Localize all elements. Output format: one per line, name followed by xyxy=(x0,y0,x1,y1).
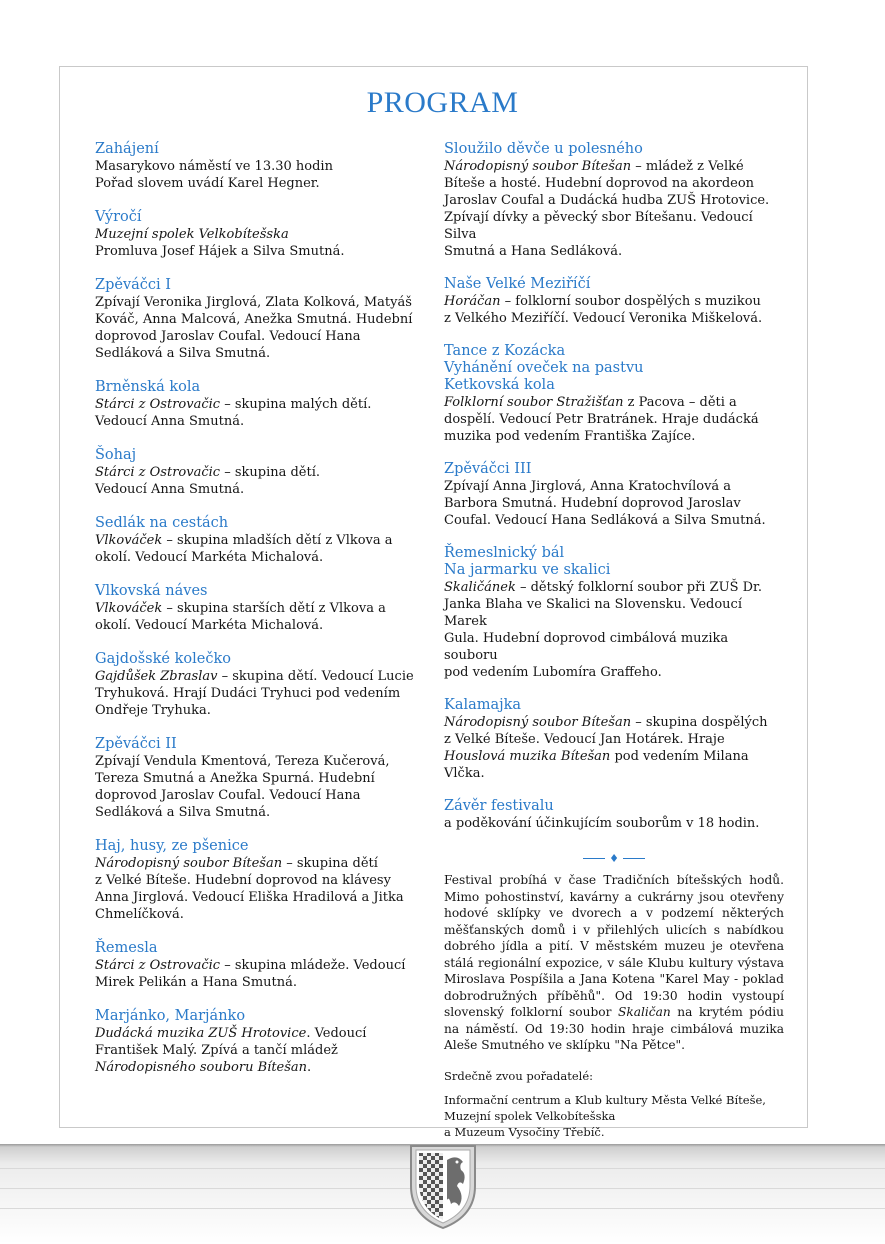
body-line xyxy=(95,1025,415,1042)
body-line xyxy=(95,787,415,804)
body-text: – folklorní soubor dospělých s muzikou xyxy=(500,294,761,309)
body-text: Coufal. Vedoucí Hana Sedláková a Silva Smutná. xyxy=(444,513,766,528)
body-line xyxy=(95,804,415,821)
body-text: Kováč, Anna Malcová, Anežka Smutná. Hudební xyxy=(95,312,413,327)
organizer-line: Muzejní spolek Velkobítešska xyxy=(444,1108,616,1123)
body-line xyxy=(444,731,784,748)
body-line xyxy=(95,464,415,481)
body-text: . xyxy=(307,1060,312,1075)
ensemble-name: Národopisný soubor Bítešan xyxy=(95,856,283,871)
program-section xyxy=(95,1008,415,1076)
body-line xyxy=(95,1042,415,1059)
body-text: Pořad slovem uvádí Karel Hegner. xyxy=(95,176,320,191)
body-line xyxy=(444,293,784,310)
section-body xyxy=(95,532,415,566)
program-section xyxy=(444,545,784,681)
body-text: pod vedením Milana xyxy=(610,749,749,764)
program-section xyxy=(444,343,784,445)
organizer-line: a Muzeum Vysočiny Třebíč. xyxy=(444,1124,605,1139)
body-line xyxy=(444,175,784,192)
body-text: okolí. Vedoucí Markéta Michalová. xyxy=(95,550,324,565)
body-line xyxy=(95,974,415,991)
body-text: Masarykovo náměstí ve 13.30 hodin xyxy=(95,159,333,174)
body-text: Sedláková a Silva Smutná. xyxy=(95,805,271,820)
ensemble-name: Houslová muzika Bítešan xyxy=(444,749,611,764)
body-text: Tereza Smutná a Anežka Spurná. Hudební xyxy=(95,771,375,786)
section-heading: Vlkovská náves xyxy=(95,583,208,599)
section-heading: Vyhánění oveček na pastvu xyxy=(444,360,644,376)
body-line xyxy=(444,478,784,495)
body-text: – skupina malých dětí. xyxy=(220,397,372,412)
section-heading: Tance z Kozácka xyxy=(444,343,566,359)
ensemble-name: Skaličan xyxy=(618,1005,671,1019)
body-text: Zpívají Anna Jirglová, Anna Kratochvílová a xyxy=(444,479,732,494)
body-text: a poděkování účinkujícím souborům v 18 hodin. xyxy=(444,816,760,831)
section-heading: Zpěváčci II xyxy=(95,736,177,752)
body-line xyxy=(444,714,784,731)
program-section xyxy=(95,940,415,991)
body-line xyxy=(95,328,415,345)
body-text: Bíteše a hosté. Hudební doprovod na akordeon xyxy=(444,176,755,191)
section-heading: Sloužilo děvče u polesného xyxy=(444,141,643,157)
section-body xyxy=(444,293,784,327)
body-line xyxy=(444,512,784,529)
ensemble-name: Národopisný soubor Bítešan xyxy=(444,159,632,174)
body-text: z Velkého Meziříčí. Vedoucí Veronika Miškelová. xyxy=(444,311,763,326)
right-column xyxy=(444,141,784,1140)
program-section xyxy=(444,141,784,260)
body-text: Zpívají dívky a pěvecký sbor Bítešanu. Vedoucí Silva xyxy=(444,210,753,242)
body-text: . Vedoucí xyxy=(306,1026,367,1041)
section-heading: Řemesla xyxy=(95,940,158,956)
body-line xyxy=(95,957,415,974)
ensemble-name: Gajdůšek Zbraslav xyxy=(95,669,218,684)
body-text: Zpívají Vendula Kmentová, Tereza Kučerová, xyxy=(95,754,390,769)
body-line xyxy=(95,243,415,260)
section-heading: Ketkovská kola xyxy=(444,377,555,393)
body-line xyxy=(444,495,784,512)
body-text: Vedoucí Anna Smutná. xyxy=(95,414,245,429)
body-text: Vlčka. xyxy=(444,766,485,781)
body-text: Mirek Pelikán a Hana Smutná. xyxy=(95,975,298,990)
body-line xyxy=(95,413,415,430)
body-line xyxy=(95,855,415,872)
body-text: Janka Blaha ve Skalici na Slovensku. Vedoucí Marek xyxy=(444,597,742,629)
note-text: Festival probíhá v čase Tradičních bítešských hodů. Mimo pohostinství, kavárny a cukrárny jsou otevřeny hodové sklípky ve dvorech a v podzemí některých měšťanských domů i v přilehlých ulicích s nabídkou dobrého jídla a pití. V městském muzeu je otevřena stálá regionální expozice, v sále Klubu kultury výstava Miroslava Pospíšila a Jana Kotena "Karel May - poklad dobrodružných příběhů". Od 19:30 hodin vystoupí slovenský folklorní soubor xyxy=(444,873,784,1019)
body-line xyxy=(444,765,784,782)
body-line xyxy=(444,748,784,765)
body-text: Chmelíčková. xyxy=(95,907,184,922)
body-text: – skupina dětí. xyxy=(220,465,321,480)
body-text: pod vedením Lubomíra Graffeho. xyxy=(444,665,662,680)
section-heading: Zpěváčci I xyxy=(95,277,171,293)
section-heading: Kalamajka xyxy=(444,697,522,713)
body-text: Ondřeje Tryhuka. xyxy=(95,703,211,718)
body-text: Tryhuková. Hrají Dudáci Tryhuci pod vedením xyxy=(95,686,401,701)
body-line xyxy=(95,294,415,311)
body-text: okolí. Vedoucí Markéta Michalová. xyxy=(95,618,324,633)
body-line xyxy=(444,243,784,260)
ensemble-name: Dudácká muzika ZUŠ Hrotovice xyxy=(95,1026,307,1041)
body-line xyxy=(95,617,415,634)
body-line xyxy=(444,579,784,596)
body-text: z Velké Bíteše. Vedoucí Jan Hotárek. Hraje xyxy=(444,732,725,747)
body-line xyxy=(444,209,784,243)
section-body xyxy=(95,668,415,719)
body-text: – mládež z Velké xyxy=(631,159,744,174)
section-body xyxy=(95,753,415,821)
diamond-icon: ♦ xyxy=(609,852,619,865)
section-heading: Naše Velké Meziříčí xyxy=(444,276,591,292)
program-section xyxy=(95,447,415,498)
section-body xyxy=(444,815,784,832)
body-line xyxy=(444,158,784,175)
section-heading: Sedlák na cestách xyxy=(95,515,229,531)
body-line xyxy=(95,481,415,498)
body-text: muzika pod vedením Františka Zajíce. xyxy=(444,429,696,444)
body-text: – skupina dětí. Vedoucí Lucie xyxy=(217,669,414,684)
ensemble-name: Národopisný soubor Bítešan xyxy=(444,715,632,730)
program-section xyxy=(444,798,784,832)
body-line xyxy=(444,192,784,209)
ensemble-name: Folklorní soubor Stražišťan xyxy=(444,395,624,410)
body-text: – dětský folklorní soubor při ZUŠ Dr. xyxy=(515,580,762,595)
body-line xyxy=(95,702,415,719)
section-body xyxy=(95,396,415,430)
body-text: Barbora Smutná. Hudební doprovod Jaroslav xyxy=(444,496,741,511)
body-text: Anna Jirglová. Vedoucí Eliška Hradilová a Jitka xyxy=(95,890,404,905)
body-line xyxy=(95,532,415,549)
body-text: Zpívají Veronika Jirglová, Zlata Kolková, Matyáš xyxy=(95,295,412,310)
body-line xyxy=(95,175,415,192)
body-line xyxy=(444,310,784,327)
body-line xyxy=(95,668,415,685)
program-section xyxy=(95,515,415,566)
section-heading: Řemeslnický bál xyxy=(444,545,565,561)
body-line xyxy=(444,596,784,630)
organizers xyxy=(444,1092,784,1140)
program-section xyxy=(95,651,415,719)
section-body xyxy=(444,394,784,445)
section-heading: Výročí xyxy=(95,209,142,225)
body-text: František Malý. Zpívá a tančí mládež xyxy=(95,1043,338,1058)
section-heading: Haj, husy, ze pšenice xyxy=(95,838,249,854)
body-line xyxy=(444,411,784,428)
section-heading: Zpěváčci III xyxy=(444,461,532,477)
program-section xyxy=(444,461,784,529)
ensemble-name: Národopisného souboru Bítešan xyxy=(95,1060,308,1075)
program-section xyxy=(95,583,415,634)
program-section xyxy=(95,838,415,923)
ensemble-name: Vlkováček xyxy=(95,533,163,548)
section-heading: Šohaj xyxy=(95,447,137,463)
body-line xyxy=(95,600,415,617)
section-heading: Marjánko, Marjánko xyxy=(95,1008,246,1024)
body-text: doprovod Jaroslav Coufal. Vedoucí Hana xyxy=(95,788,361,803)
body-text: – skupina starších dětí z Vlkova a xyxy=(162,601,386,616)
body-text: z Velké Bíteše. Hudební doprovod na klávesy xyxy=(95,873,391,888)
section-body xyxy=(95,600,415,634)
note-text: na krytém pódiu na náměstí. Od 19:30 hodin hraje cimbálová muzika Aleše Smutného ve sklípku "Na Pětce". xyxy=(444,1005,784,1052)
body-line xyxy=(95,1059,415,1076)
body-line xyxy=(95,770,415,787)
body-text: – skupina dětí xyxy=(282,856,378,871)
body-text: Jaroslav Coufal a Dudácká hudba ZUŠ Hrotovice. xyxy=(444,193,770,208)
festival-note xyxy=(444,872,784,1054)
right-sections xyxy=(444,141,784,832)
ensemble-name: Stárci z Ostrovačic xyxy=(95,465,221,480)
body-line xyxy=(95,906,415,923)
section-heading: Závěr festivalu xyxy=(444,798,554,814)
program-section xyxy=(95,736,415,821)
page-title: PROGRAM xyxy=(366,86,519,119)
ensemble-name: Horáčan xyxy=(444,294,501,309)
body-line xyxy=(444,630,784,664)
program-section xyxy=(444,697,784,782)
body-text: Smutná a Hana Sedláková. xyxy=(444,244,623,259)
ensemble-name: Stárci z Ostrovačic xyxy=(95,958,221,973)
section-body xyxy=(95,1025,415,1076)
organizer-line: Informační centrum a Klub kultury Města Velké Bíteše, xyxy=(444,1092,766,1107)
program-section xyxy=(95,379,415,430)
section-body xyxy=(95,158,415,192)
section-heading: Zahájení xyxy=(95,141,159,157)
program-section xyxy=(95,277,415,362)
ornament-line xyxy=(583,858,605,859)
body-text: – skupina mládeže. Vedoucí xyxy=(220,958,406,973)
body-text: – skupina mladších dětí z Vlkova a xyxy=(162,533,393,548)
program-section xyxy=(95,209,415,260)
section-body xyxy=(95,957,415,991)
section-body xyxy=(95,294,415,362)
program-section xyxy=(95,141,415,192)
body-line xyxy=(95,345,415,362)
section-heading: Gajdošské kolečko xyxy=(95,651,231,667)
body-line xyxy=(444,428,784,445)
section-body xyxy=(444,579,784,681)
section-heading: Na jarmarku ve skalici xyxy=(444,562,611,578)
invitation-text: Srdečně zvou pořadatelé: xyxy=(444,1068,594,1083)
body-text: Sedláková a Silva Smutná. xyxy=(95,346,271,361)
body-line xyxy=(95,889,415,906)
section-heading: Brněnská kola xyxy=(95,379,201,395)
body-line xyxy=(95,396,415,413)
program-section xyxy=(444,276,784,327)
body-line xyxy=(95,872,415,889)
section-body xyxy=(95,226,415,260)
divider-ornament xyxy=(444,848,784,865)
body-text: Gula. Hudební doprovod cimbálová muzika souboru xyxy=(444,631,729,663)
ensemble-name: Muzejní spolek Velkobítešska xyxy=(95,227,289,242)
section-body xyxy=(444,714,784,782)
body-line xyxy=(444,815,784,832)
body-line xyxy=(95,311,415,328)
ensemble-name: Vlkováček xyxy=(95,601,163,616)
body-text: Vedoucí Anna Smutná. xyxy=(95,482,245,497)
body-text: – skupina dospělých xyxy=(631,715,768,730)
section-body xyxy=(444,478,784,529)
section-body xyxy=(95,464,415,498)
body-text: dospělí. Vedoucí Petr Bratránek. Hraje dudácká xyxy=(444,412,759,427)
body-line xyxy=(95,226,415,243)
ornament-line xyxy=(623,858,645,859)
ensemble-name: Stárci z Ostrovačic xyxy=(95,397,221,412)
body-line xyxy=(95,158,415,175)
body-text: Promluva Josef Hájek a Silva Smutná. xyxy=(95,244,345,259)
section-body xyxy=(444,158,784,260)
body-line xyxy=(95,549,415,566)
left-column xyxy=(95,141,415,1093)
body-line xyxy=(95,685,415,702)
section-body xyxy=(95,855,415,923)
crest-svg xyxy=(407,1140,479,1230)
body-text: doprovod Jaroslav Coufal. Vedoucí Hana xyxy=(95,329,361,344)
coat-of-arms-icon xyxy=(407,1140,479,1230)
body-line xyxy=(444,394,784,411)
body-line xyxy=(95,753,415,770)
body-text: z Pacova – děti a xyxy=(623,395,737,410)
ensemble-name: Skaličánek xyxy=(444,580,516,595)
body-line xyxy=(444,664,784,681)
